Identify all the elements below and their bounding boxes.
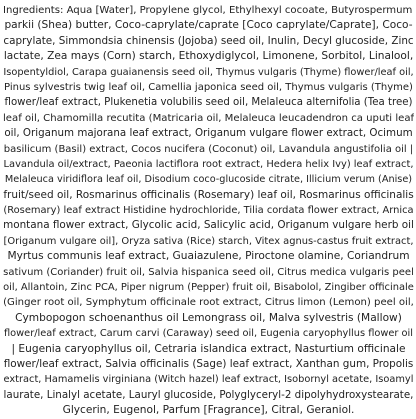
ingredients-line: Cymbopogon schoenanthus oil Lemongrass oil, Malva sylvestris (Mallow): [15, 311, 402, 324]
ingredients-line: lactate, Zea mays (Corn) starch, Ethoxydiglycol, Limonene, Sorbitol, Linalool,: [3, 50, 414, 63]
ingredients-line: fruit/seed oil, Rosmarinus officinalis (Rosemary) leaf oil, Rosmarinus officinalis: [3, 188, 414, 201]
ingredients-line: | Eugenia caryophyllus oil, Cetraria islandica extract, Nasturtium officinale: [11, 342, 406, 355]
ingredients-line: Pinus sylvestris twig leaf oil, Camellia japonica seed oil, Thymus vulgaris (Thyme): [4, 81, 413, 93]
ingredients-line: montana flower extract, Glycolic acid, Salicylic acid, Origanum vulgare herb oil: [3, 219, 414, 232]
ingredients-line: leaf oil, Chamomilla recutita (Matricaria oil, Melaleuca leucadendron ca uputi leaf: [3, 112, 414, 124]
ingredients-line: extract, Hamamelis virginiana (Witch hazel) leaf extract, Isobornyl acetate, Isoamyl: [3, 374, 414, 386]
ingredients-line: basilicum (Basil) extract, Cocos nucifera (Coconut) oil, Lavandula angustifolia oil |: [3, 143, 414, 155]
ingredients-line: Lavandula oil/extract, Paeonia lactiflora root extract, Hedera helix Ivy) leaf extract,: [3, 158, 414, 170]
ingredients-line: caprylate, Simmondsia chinensis (Jojoba) seed oil, Inulin, Decyl glucoside, Zinc: [3, 34, 414, 47]
ingredients-line: flower/leaf extract, Carum carvi (Caraway) seed oil, Eugenia caryophyllus flower oil: [3, 328, 413, 340]
ingredients-line: (Rosemary) leaf extract Histidine hydrochloride, Tilia cordata flower extract, Arnica: [3, 205, 414, 217]
ingredients-line: parkii (Shea) butter, Coco-caprylate/caprate [Coco caprylate/Caprate], Coco-: [4, 19, 413, 32]
ingredients-line: Ingredients: Aqua [Water], Propylene glycol, Ethylhexyl cocoate, Butyrospermum: [3, 5, 413, 16]
ingredients-line: oil, Origanum majorana leaf extract, Origanum vulgare flower extract, Ocimum: [4, 127, 413, 140]
ingredients-line: (Ginger root oil, Symphytum officinale root extract, Citrus limon (Lemon) peel oil,: [3, 297, 414, 309]
ingredients-line: Isopentyldiol, Carapa guaianensis seed oil, Thymus vulgaris (Thyme) flower/leaf oil,: [3, 66, 414, 78]
ingredients-line: flower/leaf extract, Salvia officinalis (Sage) leaf extract, Xanthan gum, Propolis: [3, 357, 414, 370]
ingredients-line: sativum (Coriander) fruit oil, Salvia hispanica seed oil, Citrus medica vulgaris peel: [3, 266, 414, 278]
ingredients-line: oil, Allantoin, Zinc PCA, Piper nigrum (Pepper) fruit oil, Bisabolol, Zingiber officinale: [3, 282, 414, 294]
ingredients-line: [Origanum vulgare oil], Oryza sativa (Rice) starch, Vitex agnus-castus fruit extract,: [3, 235, 414, 247]
ingredients-line: Glycerin, Eugenol, Parfum [Fragrance], Citral, Geraniol.: [62, 404, 355, 417]
ingredients-line: flower/leaf extract, Plukenetia volubilis seed oil, Melaleuca alternifolia (Tea tree): [4, 97, 413, 109]
ingredients-line: Melaleuca viridiflora leaf oil, Disodium coco-glucoside citrate, Illicium verum (Anise): [4, 174, 413, 186]
ingredients-line: Myrtus communis leaf extract, Guaiazulene, Piroctone olamine, Coriandrum: [7, 250, 410, 263]
ingredients-line: laurate, Linalyl acetate, Lauryl glucoside, Polyglyceryl-2 dipolyhydroxystearate,: [3, 388, 414, 401]
